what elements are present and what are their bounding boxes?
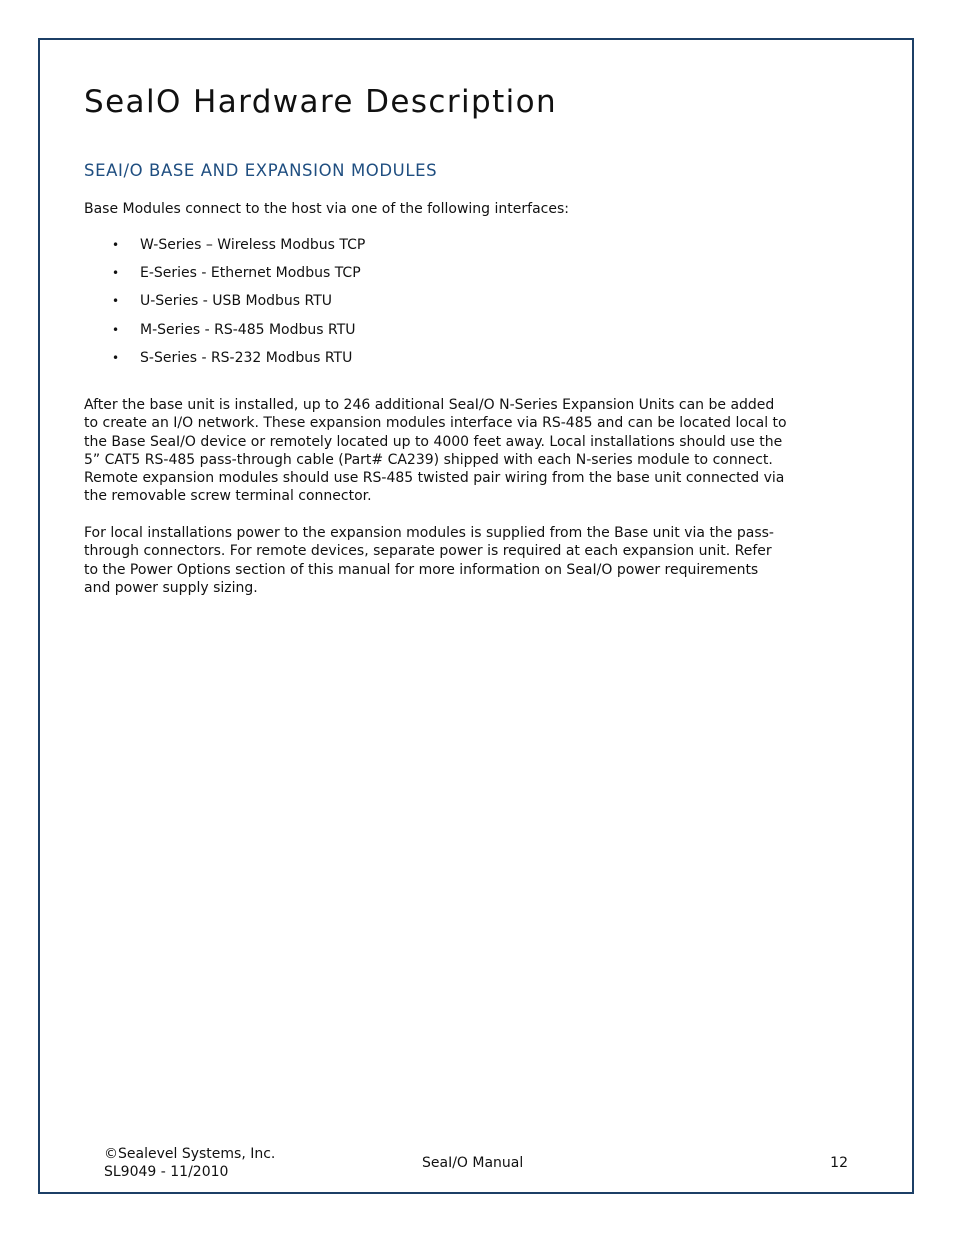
footer-copyright: ©Sealevel Systems, Inc. (104, 1146, 276, 1162)
interface-label: W-Series – Wireless Modbus TCP (140, 237, 366, 253)
footer-manual-name: SeaI/O Manual (422, 1155, 524, 1171)
section-heading: SEAI/O BASE AND EXPANSION MODULES (84, 161, 438, 180)
list-item (84, 321, 365, 349)
footer-left (104, 1146, 275, 1181)
intro-text: Base Modules connect to the host via one of the following interfaces: (84, 201, 569, 217)
interface-label: U-Series - USB Modbus RTU (140, 293, 333, 310)
list-item (84, 349, 365, 377)
footer-page-number: 12 (830, 1155, 848, 1171)
interface-label: M-Series - RS-485 Modbus RTU (140, 321, 356, 338)
bullet-icon: • (112, 350, 120, 365)
footer-doc-number: SL9049 - 11/2010 (104, 1163, 229, 1180)
bullet-icon: • (112, 266, 120, 281)
expansion-paragraph: After the base unit is installed, up to 246 additional SeaI/O N-Series Expansion Units can be added to create an I/O network. These expansion modules interface via RS-485 and can be located local to the Base SeaI/O device or remotely located up to 4000 feet away. Local installations should use the 5” CAT5 RS-485 pass-through cable (Part# CA239) shipped with each N-series module to connect. Remote expansion modules should use RS-485 twisted pair wiring from the base unit connected via the removable screw terminal connector. (84, 397, 787, 505)
list-item (84, 236, 365, 264)
interface-label: S-Series - RS-232 Modbus RTU (140, 349, 353, 366)
bullet-icon: • (112, 294, 120, 309)
power-paragraph: For local installations power to the expansion modules is supplied from the Base unit via the pass- through connectors. For remote devices, separate power is required at each expansion unit. Refer to the Power Options section of this manual for more information on SeaI/O power requirements and power supply sizing. (84, 525, 774, 596)
list-item (84, 292, 365, 320)
interface-list (84, 236, 365, 377)
page-title: SealO Hardware Description (84, 84, 558, 120)
list-item (84, 264, 365, 292)
bullet-icon: • (112, 238, 120, 252)
bullet-icon: • (112, 322, 120, 337)
interface-label: E-Series - Ethernet Modbus TCP (140, 265, 361, 282)
